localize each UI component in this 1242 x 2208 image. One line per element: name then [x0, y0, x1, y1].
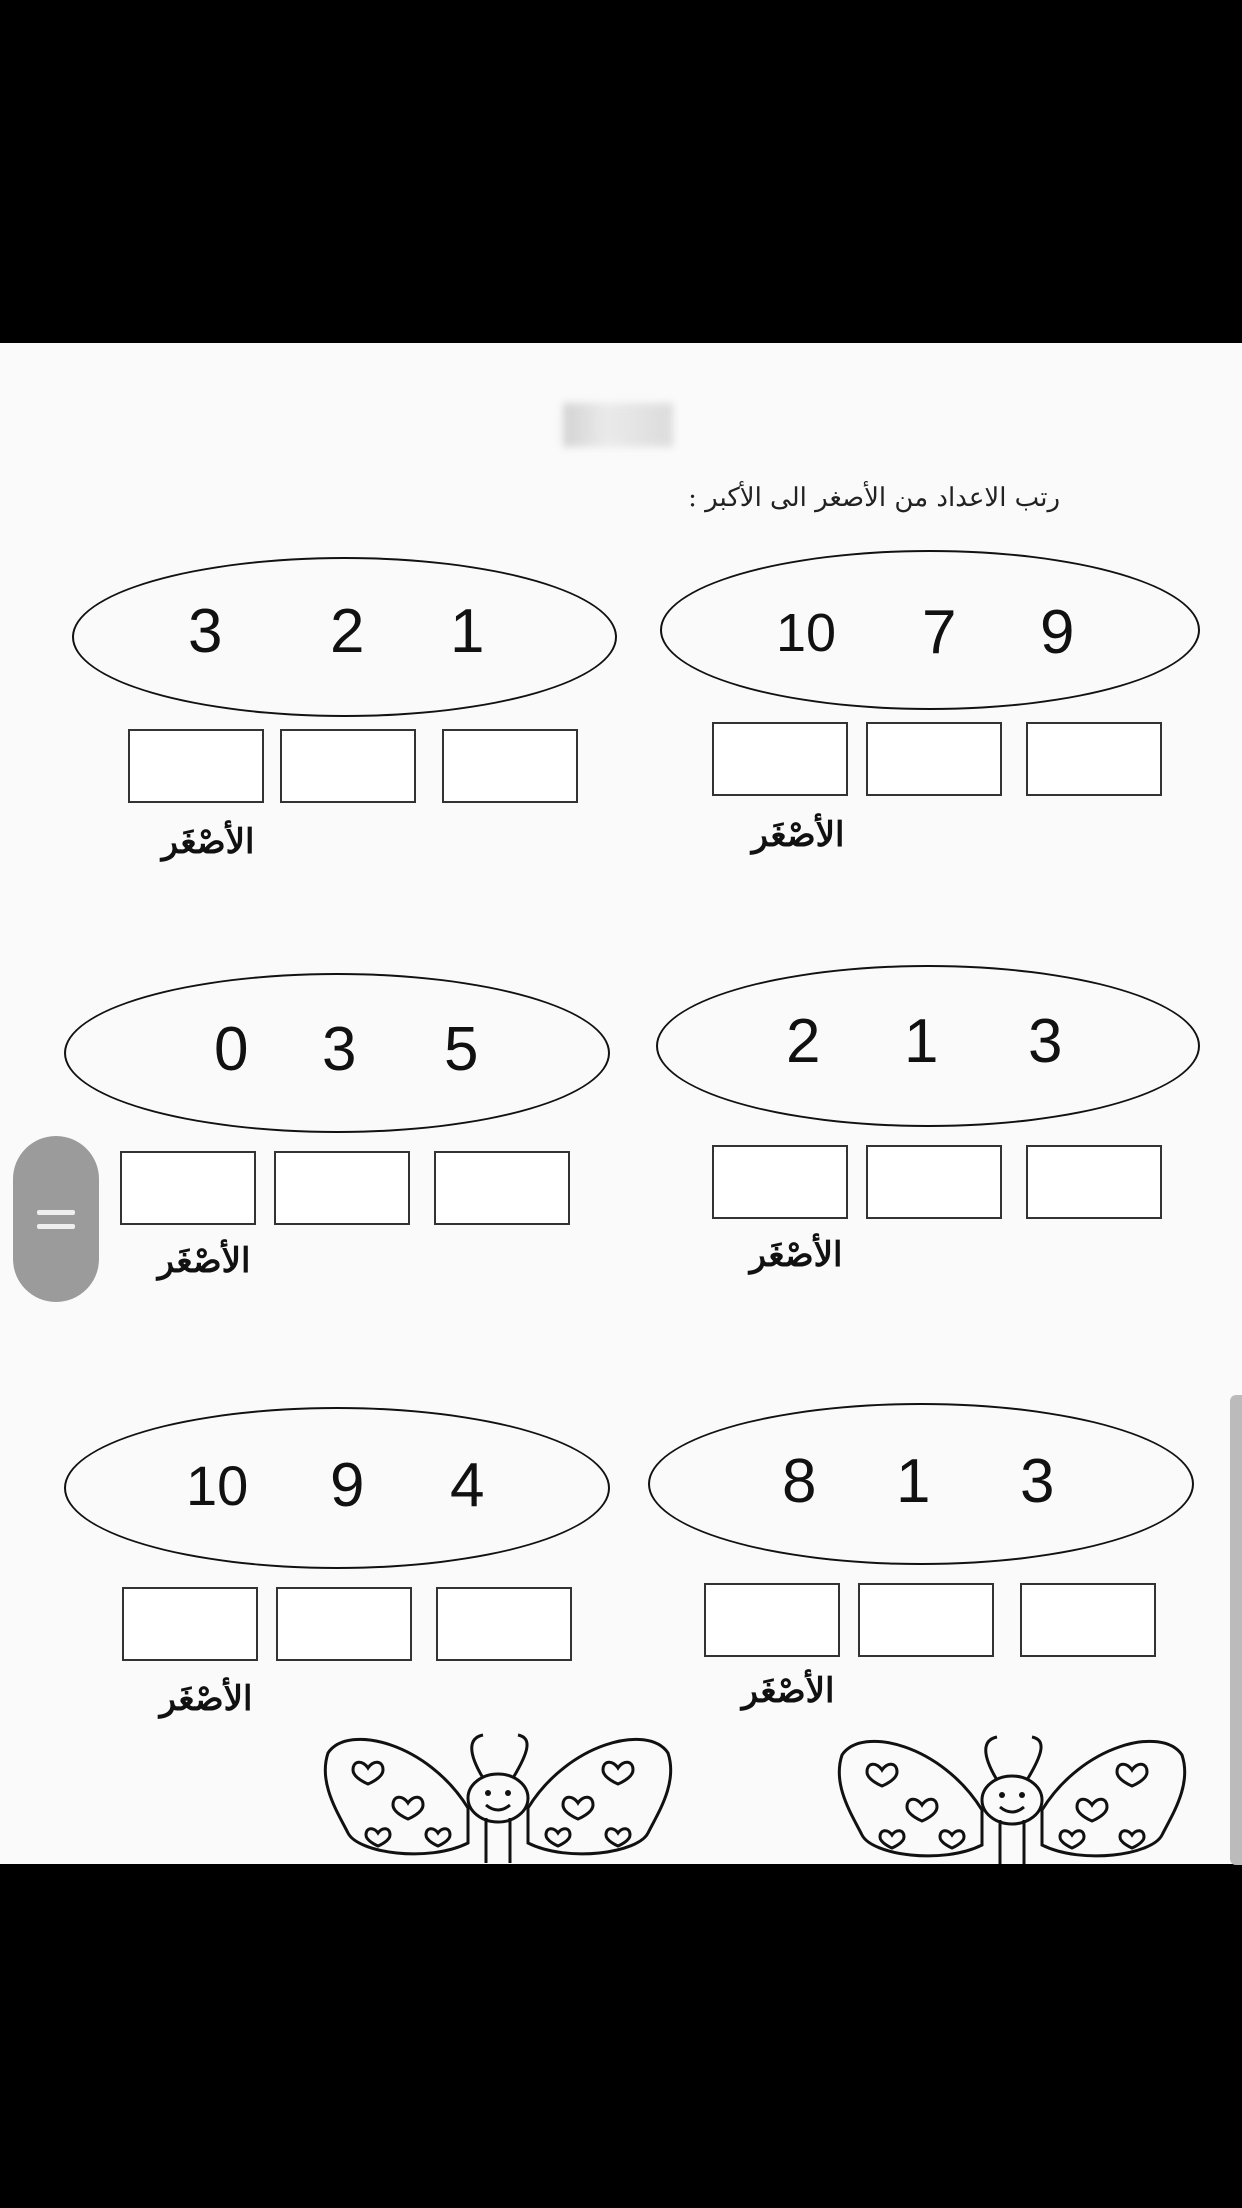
answer-box[interactable] [1026, 722, 1162, 796]
butterfly-icon [832, 1725, 1192, 1864]
smallest-label: الأصْغَر [749, 1235, 843, 1275]
answer-box[interactable] [280, 729, 416, 803]
number: 10 [776, 603, 837, 663]
answer-box[interactable] [1020, 1583, 1156, 1657]
answer-boxes [712, 1145, 1172, 1221]
drag-handle-icon[interactable] [13, 1136, 99, 1302]
exercise-top-left [72, 557, 632, 917]
blurred-logo [563, 403, 673, 447]
answer-box[interactable] [442, 729, 578, 803]
number: 9 [1040, 598, 1075, 667]
number: 3 [1020, 1447, 1055, 1516]
answer-box[interactable] [120, 1151, 256, 1225]
smallest-label: الأصْغَر [741, 1671, 835, 1711]
exercise-middle-right [656, 965, 1216, 1325]
answer-box[interactable] [436, 1587, 572, 1661]
smallest-label: الأصْغَر [161, 822, 255, 862]
number: 0 [214, 1015, 249, 1084]
answer-boxes [120, 1151, 580, 1227]
number: 1 [450, 597, 485, 666]
smallest-label: الأصْغَر [751, 815, 845, 855]
answer-box[interactable] [704, 1583, 840, 1657]
number: 9 [330, 1451, 365, 1520]
number: 4 [450, 1451, 485, 1520]
answer-box[interactable] [866, 1145, 1002, 1219]
answer-box[interactable] [276, 1587, 412, 1661]
answer-box[interactable] [274, 1151, 410, 1225]
number: 1 [896, 1447, 931, 1516]
exercise-bottom-right [648, 1403, 1208, 1763]
handle-line [37, 1210, 75, 1215]
number: 8 [782, 1447, 817, 1516]
answer-box[interactable] [712, 722, 848, 796]
butterfly-icon [318, 1723, 678, 1863]
instruction-text: رتب الاعداد من الأصغر الى الأكبر : [688, 483, 1060, 513]
exercise-top-right [658, 550, 1218, 910]
number: 1 [904, 1007, 939, 1076]
number: 2 [330, 597, 365, 666]
exercise-bottom-left [64, 1407, 624, 1767]
number: 10 [186, 1454, 249, 1517]
worksheet-page [0, 343, 1242, 1864]
number: 3 [322, 1015, 357, 1084]
number: 3 [1028, 1007, 1063, 1076]
smallest-label: الأصْغَر [157, 1241, 251, 1281]
smallest-label: الأصْغَر [159, 1679, 253, 1719]
answer-boxes [704, 1583, 1164, 1659]
answer-box[interactable] [434, 1151, 570, 1225]
exercise-middle-left [64, 973, 624, 1333]
number: 7 [922, 598, 957, 667]
answer-boxes [128, 729, 588, 805]
number: 3 [188, 597, 223, 666]
answer-box[interactable] [122, 1587, 258, 1661]
number: 2 [786, 1007, 821, 1076]
number: 5 [444, 1015, 479, 1084]
answer-box[interactable] [858, 1583, 994, 1657]
scrollbar[interactable] [1230, 1395, 1242, 1865]
answer-box[interactable] [128, 729, 264, 803]
answer-boxes [712, 722, 1172, 798]
answer-box[interactable] [712, 1145, 848, 1219]
answer-box[interactable] [1026, 1145, 1162, 1219]
handle-line [37, 1224, 75, 1229]
answer-box[interactable] [866, 722, 1002, 796]
answer-boxes [122, 1587, 582, 1663]
